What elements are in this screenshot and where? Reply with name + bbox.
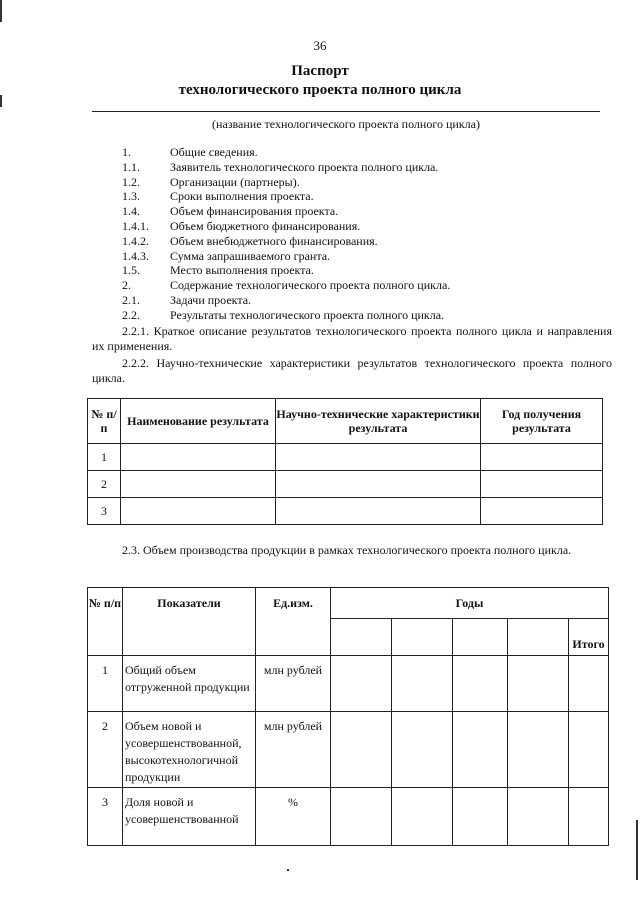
indicator-cell: Общий объем отгруженной продукции xyxy=(123,656,256,712)
row-number: 3 xyxy=(88,498,121,525)
year-cell[interactable] xyxy=(481,471,603,498)
paragraph-2-2-2: 2.2.2. Научно-технические характеристики результатов технологического проекта полного цикла. xyxy=(92,356,612,385)
list-item: 1.4.1. Объем бюджетного финансирования. xyxy=(122,218,361,233)
list-item: 2.1. Задачи проекта. xyxy=(122,292,252,307)
table-header-row xyxy=(88,588,609,619)
list-item: 2.2. Результаты технологического проекта полного цикла. xyxy=(122,307,445,322)
table-row xyxy=(88,656,609,712)
result-name-cell[interactable] xyxy=(121,444,276,471)
indicator-cell: Доля новой и усовершенствованной xyxy=(123,788,256,846)
total-spacer xyxy=(569,619,609,634)
row-number: 2 xyxy=(88,471,121,498)
year-cell[interactable] xyxy=(331,619,392,656)
scan-edge-mark xyxy=(0,0,2,22)
col-header-total: Итого xyxy=(569,633,609,656)
total-cell[interactable] xyxy=(569,788,609,846)
unit-cell: млн рублей xyxy=(256,712,331,788)
table-row xyxy=(88,498,603,525)
paragraph-2-3: 2.3. Объем производства продукции в рамках технологического проекта полного цикла. xyxy=(122,543,572,557)
page-number: 36 xyxy=(313,38,327,53)
title-line-2: технологического проекта полного цикла xyxy=(178,82,462,98)
scan-dot xyxy=(287,869,289,871)
scan-edge-mark xyxy=(636,820,638,880)
project-name-caption: (название технологического проекта полного цикла) xyxy=(212,117,480,131)
total-cell[interactable] xyxy=(569,656,609,712)
list-item: 1.4.3. Сумма запрашиваемого гранта. xyxy=(122,248,331,263)
table-row xyxy=(88,471,603,498)
list-item: 1.4.2. Объем внебюджетного финансирования. xyxy=(122,233,378,248)
title-line-1: Паспорт xyxy=(291,63,349,79)
value-cell[interactable] xyxy=(508,656,569,712)
result-name-cell[interactable] xyxy=(121,471,276,498)
row-number: 1 xyxy=(88,656,123,712)
col-header-year: Год получения результата xyxy=(481,399,603,444)
value-cell[interactable] xyxy=(392,712,453,788)
characteristics-cell[interactable] xyxy=(276,498,481,525)
col-header-years: Годы xyxy=(331,588,609,619)
year-cell[interactable] xyxy=(508,619,569,656)
value-cell[interactable] xyxy=(453,712,508,788)
year-cell[interactable] xyxy=(481,444,603,471)
list-item: 1.1. Заявитель технологического проекта полного цикла. xyxy=(122,159,439,174)
table-row xyxy=(88,444,603,471)
list-item: 1.2. Организации (партнеры). xyxy=(122,174,300,189)
indicator-cell: Объем новой и усовершенствованной, высокотехнологичной продукции xyxy=(123,712,256,788)
col-header-number: № п/п xyxy=(88,399,121,444)
value-cell[interactable] xyxy=(331,656,392,712)
value-cell[interactable] xyxy=(392,656,453,712)
row-number: 2 xyxy=(88,712,123,788)
col-header-unit: Ед.изм. xyxy=(256,588,331,656)
result-name-cell[interactable] xyxy=(121,498,276,525)
unit-cell: % xyxy=(256,788,331,846)
col-header-number: № п/п xyxy=(88,588,123,656)
row-number: 3 xyxy=(88,788,123,846)
table-row xyxy=(88,712,609,788)
value-cell[interactable] xyxy=(453,656,508,712)
contents-list xyxy=(92,145,612,323)
value-cell[interactable] xyxy=(392,788,453,846)
list-item: 1.4. Объем финансирования проекта. xyxy=(122,204,339,219)
paragraph-2-2-1: 2.2.1. Краткое описание результатов технологического проекта полного цикла и направления их применения. xyxy=(92,324,612,353)
value-cell[interactable] xyxy=(508,788,569,846)
value-cell[interactable] xyxy=(331,712,392,788)
list-item: 2. Содержание технологического проекта полного цикла. xyxy=(122,278,451,293)
value-cell[interactable] xyxy=(453,788,508,846)
year-cell[interactable] xyxy=(392,619,453,656)
value-cell[interactable] xyxy=(331,788,392,846)
characteristics-cell[interactable] xyxy=(276,471,481,498)
col-header-indicators: Показатели xyxy=(123,588,256,656)
col-header-characteristics: Научно-технические характеристики результата xyxy=(276,399,481,444)
year-cell[interactable] xyxy=(481,498,603,525)
results-table xyxy=(87,398,603,525)
unit-cell: млн рублей xyxy=(256,656,331,712)
total-cell[interactable] xyxy=(569,712,609,788)
year-cell[interactable] xyxy=(453,619,508,656)
project-name-line xyxy=(92,111,600,112)
list-item: 1.3. Сроки выполнения проекта. xyxy=(122,189,314,204)
table-row xyxy=(88,788,609,846)
table-header-row xyxy=(88,399,603,444)
list-item: 1. Общие сведения. xyxy=(122,145,258,159)
list-item: 1.5. Место выполнения проекта. xyxy=(122,263,314,278)
production-table xyxy=(87,587,609,846)
characteristics-cell[interactable] xyxy=(276,444,481,471)
row-number: 1 xyxy=(88,444,121,471)
page-title xyxy=(0,62,640,100)
col-header-result-name: Наименование результата xyxy=(121,399,276,444)
value-cell[interactable] xyxy=(508,712,569,788)
